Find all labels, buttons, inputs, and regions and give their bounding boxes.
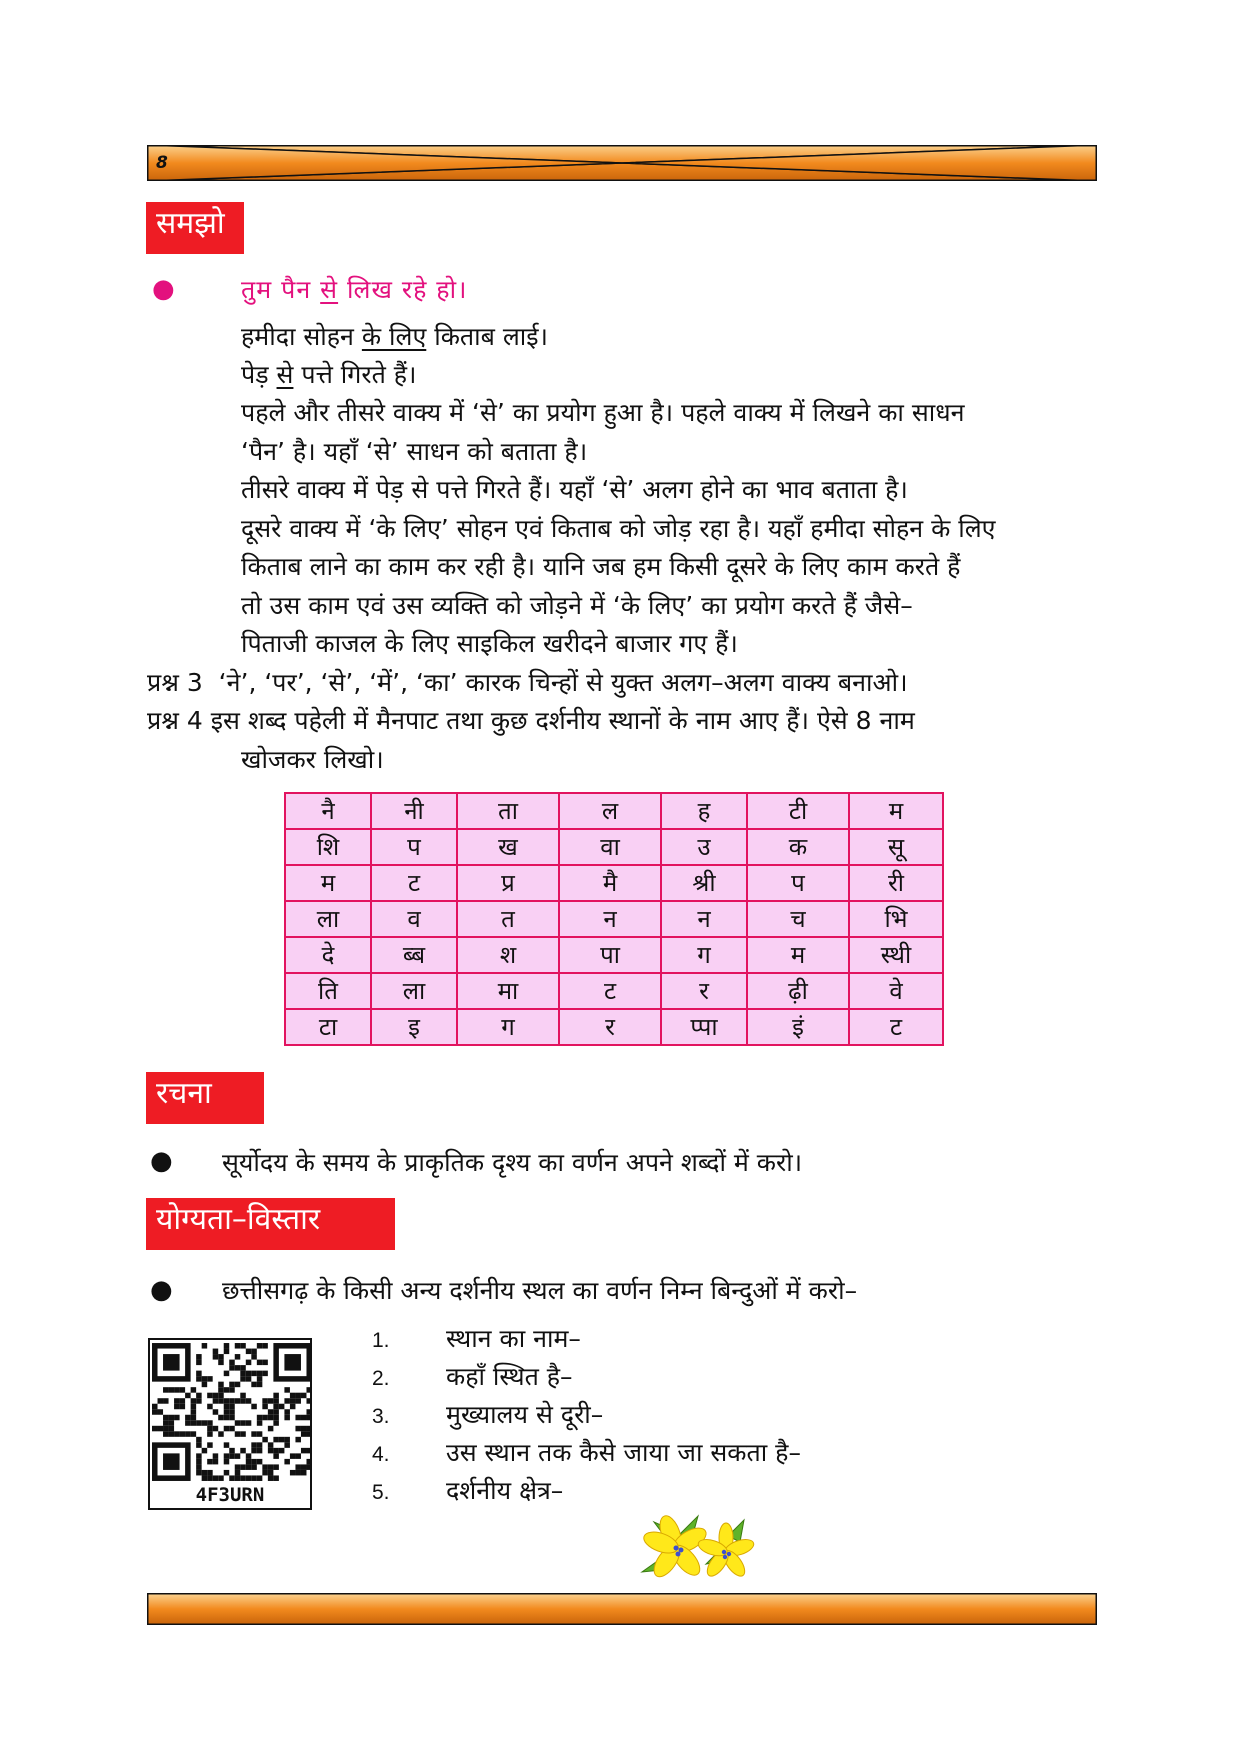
puzzle-cell: प्पा (661, 1009, 747, 1045)
puzzle-cell: ग (457, 1009, 559, 1045)
puzzle-cell: म (285, 865, 371, 901)
puzzle-cell: त (457, 901, 559, 937)
puzzle-cell: इ (371, 1009, 457, 1045)
puzzle-cell: ला (371, 973, 457, 1009)
puzzle-cell: प (747, 865, 849, 901)
rachna-task: सूर्योदय के समय के प्राकृतिक दृश्य का वर्णन अपने शब्दों में करो। (222, 1148, 803, 1177)
question-4-continued: खोजकर लिखो। (241, 745, 384, 774)
puzzle-cell: प (371, 829, 457, 865)
yellow-flowers-icon (636, 1508, 766, 1586)
explanation-line: किताब लाने का काम कर रही है। यानि जब हम किसी दूसरे के लिए काम करते हैं (241, 552, 961, 581)
puzzle-cell: श (457, 937, 559, 973)
question-4-label: प्रश्न 4 (147, 706, 203, 735)
footer-band (147, 1593, 1097, 1625)
puzzle-cell: श्री (661, 865, 747, 901)
example-1-post: लिख रहे हो। (338, 275, 468, 304)
point-number: 2. (372, 1367, 390, 1390)
puzzle-row (285, 937, 943, 973)
puzzle-cell: भि (849, 901, 943, 937)
puzzle-cell: री (849, 865, 943, 901)
puzzle-row (285, 973, 943, 1009)
qr-code-icon[interactable] (148, 1338, 312, 1510)
puzzle-cell: इं (747, 1009, 849, 1045)
puzzle-cell: मै (559, 865, 661, 901)
puzzle-cell: ता (457, 793, 559, 829)
puzzle-cell: टी (747, 793, 849, 829)
puzzle-cell: दे (285, 937, 371, 973)
puzzle-cell: शि (285, 829, 371, 865)
explanation-line: तो उस काम एवं उस व्यक्ति को जोड़ने में ‘के लिए’ का प्रयोग करते हैं जैसे– (241, 591, 913, 620)
puzzle-cell: ल (559, 793, 661, 829)
explanation-line: दूसरे वाक्य में ‘के लिए’ सोहन एवं किताब को जोड़ रहा है। यहाँ हमीदा सोहन के लिए (241, 514, 996, 543)
bullet-dot-icon: ● (150, 1146, 173, 1176)
puzzle-cell: प्र (457, 865, 559, 901)
puzzle-row (285, 865, 943, 901)
puzzle-cell: म (747, 937, 849, 973)
puzzle-cell: ह (661, 793, 747, 829)
explanation-line: ‘पैन’ है। यहाँ ‘से’ साधन को बताता है। (241, 437, 588, 466)
point-text: दर्शनीय क्षेत्र– (446, 1476, 564, 1505)
question-3-text: ‘ने’, ‘पर’, ‘से’, ‘में’, ‘का’ कारक चिन्हों से युक्त अलग–अलग वाक्य बनाओ। (218, 668, 908, 697)
question-4-text: इस शब्द पहेली में मैनपाट तथा कुछ दर्शनीय स्थानों के नाम आए हैं। ऐसे 8 नाम (210, 706, 915, 735)
puzzle-cell: ट (559, 973, 661, 1009)
puzzle-cell: नी (371, 793, 457, 829)
explanation-line: पहले और तीसरे वाक्य में ‘से’ का प्रयोग हुआ है। पहले वाक्य में लिखने का साधन (241, 398, 965, 427)
header-band (147, 145, 1097, 181)
question-4 (147, 705, 915, 737)
page-number: 8 (156, 153, 168, 173)
point-number: 3. (372, 1405, 390, 1428)
puzzle-cell: व (371, 901, 457, 937)
puzzle-cell: ग (661, 937, 747, 973)
point-text: मुख्यालय से दूरी– (446, 1400, 604, 1429)
point-number: 1. (372, 1329, 390, 1352)
puzzle-cell: ति (285, 973, 371, 1009)
qr-pattern (152, 1342, 312, 1482)
bullet-dot-icon: ● (152, 274, 175, 304)
example-3-post: पत्ते गिरते हैं। (293, 360, 417, 389)
puzzle-cell: क (747, 829, 849, 865)
puzzle-cell: मा (457, 973, 559, 1009)
example-sentence-1 (241, 274, 468, 306)
puzzle-cell: न (559, 901, 661, 937)
puzzle-cell: ढ़ी (747, 973, 849, 1009)
example-sentence-2 (241, 321, 548, 353)
puzzle-cell: स्थी (849, 937, 943, 973)
puzzle-cell: न (661, 901, 747, 937)
puzzle-cell: उ (661, 829, 747, 865)
puzzle-row (285, 1009, 943, 1045)
bullet-dot-icon: ● (150, 1275, 173, 1305)
example-2-post: किताब लाई। (426, 322, 549, 351)
point-number: 4. (372, 1443, 390, 1466)
puzzle-row (285, 901, 943, 937)
section-heading-yogyata-vistar: योग्यता–विस्तार (146, 1198, 395, 1250)
puzzle-row (285, 793, 943, 829)
puzzle-cell: वे (849, 973, 943, 1009)
point-text: स्थान का नाम– (446, 1324, 581, 1353)
puzzle-cell: टा (285, 1009, 371, 1045)
explanation-line: तीसरे वाक्य में पेड़ से पत्ते गिरते हैं। यहाँ ‘से’ अलग होने का भाव बताता है। (241, 475, 908, 504)
point-text: उस स्थान तक कैसे जाया जा सकता है– (446, 1438, 801, 1467)
section-heading-rachna: रचना (146, 1072, 264, 1124)
example-1-postposition: से (320, 275, 339, 304)
example-sentence-3 (241, 359, 417, 391)
yogyata-task: छत्तीसगढ़ के किसी अन्य दर्शनीय स्थल का वर्णन निम्न बिन्दुओं में करो– (222, 1276, 858, 1305)
puzzle-cell: वा (559, 829, 661, 865)
puzzle-cell: सू (849, 829, 943, 865)
puzzle-cell: नै (285, 793, 371, 829)
puzzle-cell: र (559, 1009, 661, 1045)
question-3 (147, 667, 908, 699)
question-3-label: प्रश्न 3 (147, 668, 203, 697)
qr-code-label: 4F3URN (195, 1484, 265, 1506)
puzzle-cell: ट (849, 1009, 943, 1045)
puzzle-cell: ला (285, 901, 371, 937)
point-number: 5. (372, 1481, 390, 1504)
word-puzzle-grid (284, 792, 944, 1046)
example-2-pre: हमीदा सोहन (241, 322, 362, 351)
puzzle-cell: ख (457, 829, 559, 865)
puzzle-cell: र (661, 973, 747, 1009)
puzzle-cell: च (747, 901, 849, 937)
puzzle-cell: ब्ब (371, 937, 457, 973)
puzzle-row (285, 829, 943, 865)
example-3-pre: पेड़ (241, 360, 277, 389)
section-heading-samjho: समझो (146, 202, 244, 254)
example-2-postposition: के लिए (361, 322, 427, 351)
puzzle-cell: ट (371, 865, 457, 901)
explanation-line: पिताजी काजल के लिए साइकिल खरीदने बाजार गए हैं। (241, 629, 738, 658)
point-text: कहाँ स्थित है– (446, 1362, 573, 1391)
puzzle-cell: पा (559, 937, 661, 973)
puzzle-cell: म (849, 793, 943, 829)
example-1-pre: तुम पैन (241, 275, 321, 304)
example-3-postposition: से (276, 360, 294, 389)
